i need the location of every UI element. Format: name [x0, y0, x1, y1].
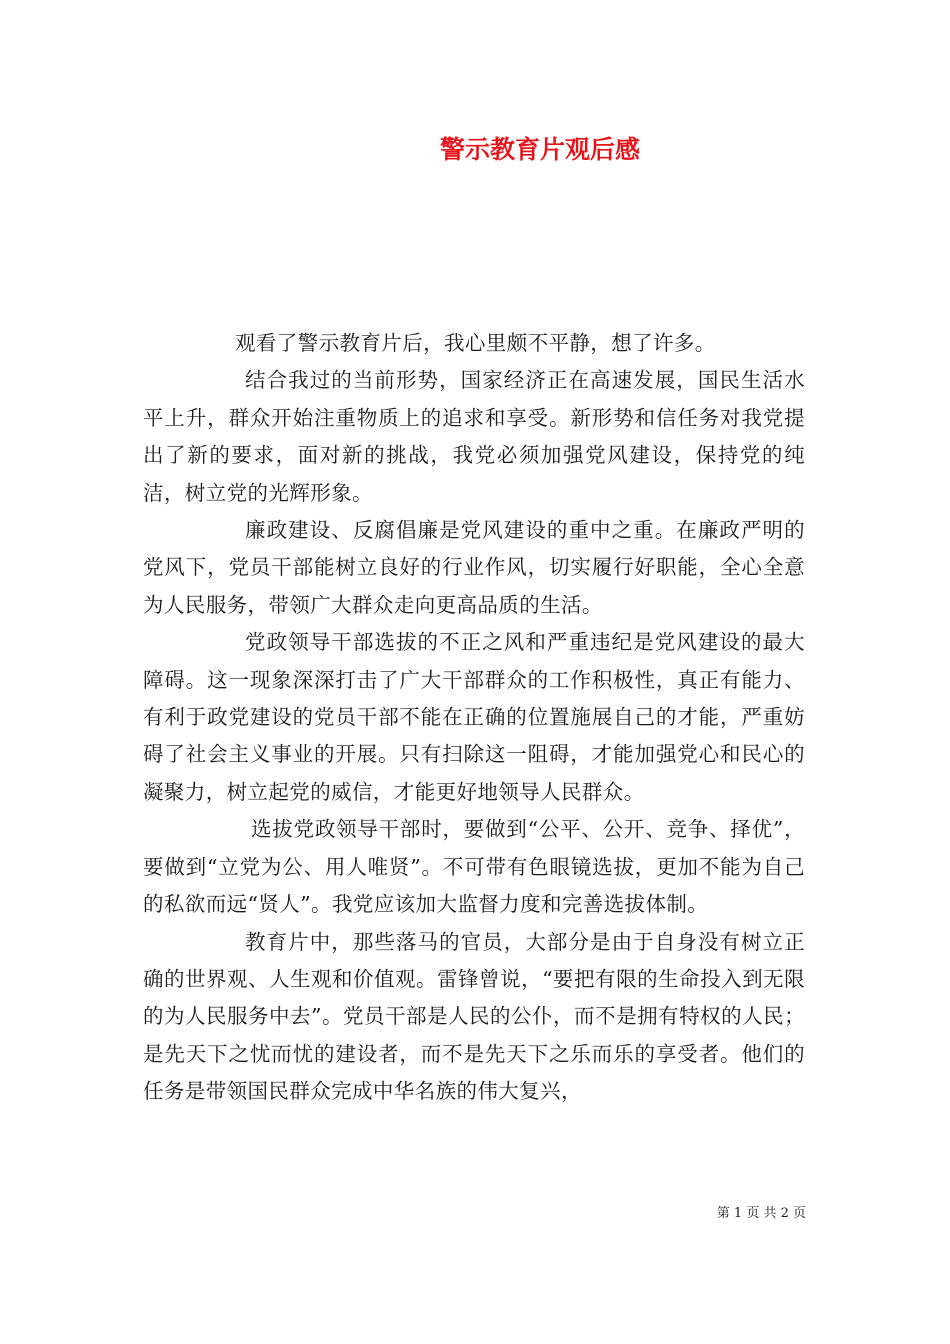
document-body — [143, 325, 805, 1111]
page-number-footer: 第 1 页 共 2 页 — [716, 1206, 806, 1221]
paragraph-6: 教育片中，那些落马的官员，大部分是由于自身没有树立正确的世界观、人生观和价值观。雷锋曾说，“要把有限的生命投入到无限的为人民服务中去”。党员干部是人民的公仆，而不是拥有特权的人民；是先天下之忧而忧的建设者，而不是先天下之乐而乐的享受者。他们的任务是带领国民群众完成中华名族的伟大复兴， — [143, 929, 805, 1104]
paragraph-2: 结合我过的当前形势，国家经济正在高速发展，国民生活水平上升，群众开始注重物质上的追求和享受。新形势和信任务对我党提出了新的要求，面对新的挑战，我党必须加强党风建设，保持党的纯洁，树立党的光辉形象。 — [143, 368, 805, 505]
paragraph-3: 廉政建设、反腐倡廉是党风建设的重中之重。在廉政严明的党风下，党员干部能树立良好的行业作风，切实履行好职能，全心全意为人民服务，带领广大群众走向更高品质的生活。 — [143, 518, 805, 617]
paragraph-1: 观看了警示教育片后，我心里颇不平静，想了许多。 — [235, 331, 716, 355]
document-title: 警示教育片观后感 — [439, 135, 640, 164]
paragraph-5: 选拔党政领导干部时，要做到“公平、公开、竞争、择优”，要做到“立党为公、用人唯贤”。不可带有色眼镜选拔，更加不能为自己的私欲而远“贤人”。我党应该加大监督力度和完善选拔体制。 — [143, 817, 805, 917]
paragraph-4: 党政领导干部选拔的不正之风和严重违纪是党风建设的最大障碍。这一现象深深打击了广大干部群众的工作积极性，真正有能力、有利于政党建设的党员干部不能在正确的位置施展自己的才能，严重妨碍了社会主义事业的开展。只有扫除这一阻碍，才能加强党心和民心的凝聚力，树立起党的威信，才能更好地领导人民群众。 — [143, 630, 805, 804]
